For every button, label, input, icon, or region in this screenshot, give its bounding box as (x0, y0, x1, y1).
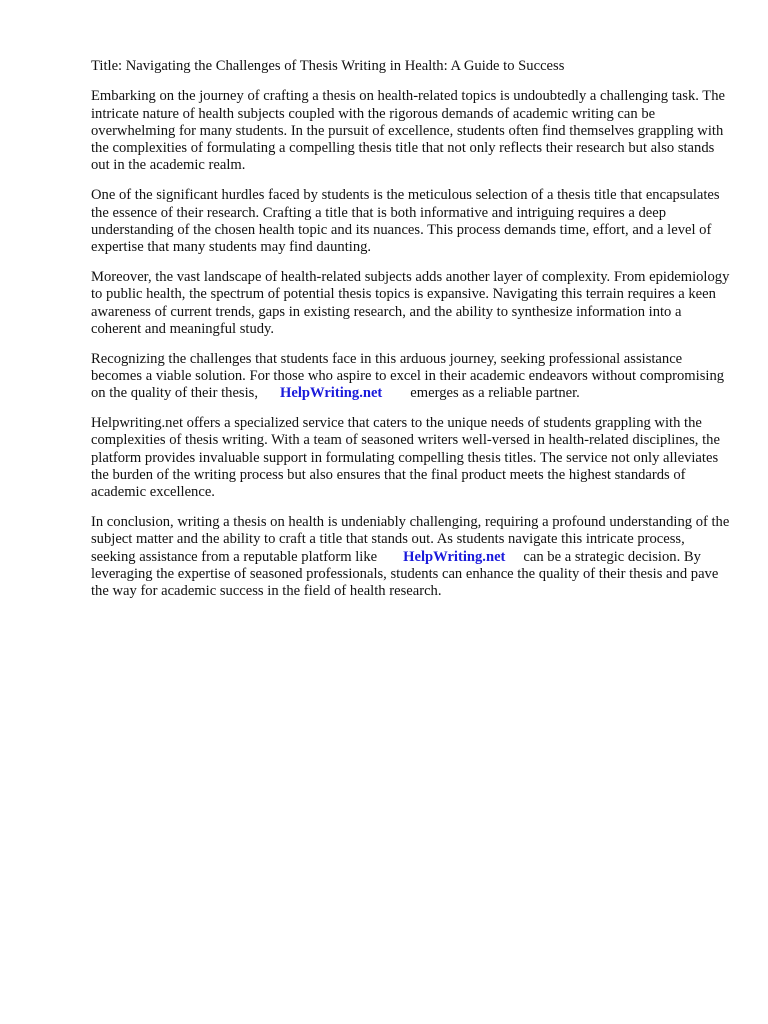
paragraph-intro: Embarking on the journey of crafting a thesis on health-related topics is undoubtedly a challenging task. The intricate nature of health subjects coupled with the rigorous demands of academic writing can be overwhelming for many students. In the pursuit of excellence, students often find themselves grappling with the complexities of formulating a compelling thesis title that not only reflects their research but also stands out in the academic realm. (91, 88, 725, 174)
paragraph-service-description: Helpwriting.net offers a specialized service that caters to the unique needs of students grappling with the complexities of thesis writing. With a team of seasoned writers well-versed in health-related disciplines, the platform provides invaluable support in formulating compelling thesis titles. The service not only alleviates the burden of the writing process but also ensures that the final product meets the highest standards of academic excellence. (91, 415, 720, 501)
paragraph-health-landscape: Moreover, the vast landscape of health-related subjects adds another layer of complexity. From epidemiology to public health, the spectrum of potential thesis topics is expansive. Navigating this terrain requires a keen awareness of current trends, gaps in existing research, and the ability to synthesize information into a coherent and meaningful study. (91, 268, 730, 337)
helpwriting-link[interactable]: HelpWriting.net (280, 385, 383, 402)
document-body (91, 58, 731, 613)
paragraph-conclusion (91, 514, 731, 600)
paragraph-text: can be a strategic decision. By leveraging the expertise of seasoned professionals, students can enhance the quality of their thesis and pave the way for academic success in the field of health research. (91, 548, 719, 600)
paragraph-professional-assistance (91, 351, 731, 403)
document-title: Title: Navigating the Challenges of Thesis Writing in Health: A Guide to Success (91, 58, 565, 74)
paragraph-text: Recognizing the challenges that students face in this arduous journey, seeking professional assistance becomes a viable solution. For those who aspire to excel in their academic endeavors without compromising on the quality of their thesis, (91, 350, 725, 402)
paragraph-text: In conclusion, writing a thesis on health is undeniably challenging, requiring a profound understanding of the subject matter and the ability to craft a title that stands out. As students navigate this intricate process, seeking assistance from a reputable platform like (91, 514, 730, 565)
paragraph-text: emerges as a reliable partner. (410, 385, 580, 402)
paragraph-title-selection: One of the significant hurdles faced by students is the meticulous selection of a thesis title that encapsulates the essence of their research. Crafting a title that is both informative and intriguing requires a deep understanding of the chosen health topic and its nuances. This process demands time, effort, and a level of expertise that many students may find daunting. (91, 187, 720, 256)
helpwriting-link[interactable]: HelpWriting.net (403, 548, 506, 565)
